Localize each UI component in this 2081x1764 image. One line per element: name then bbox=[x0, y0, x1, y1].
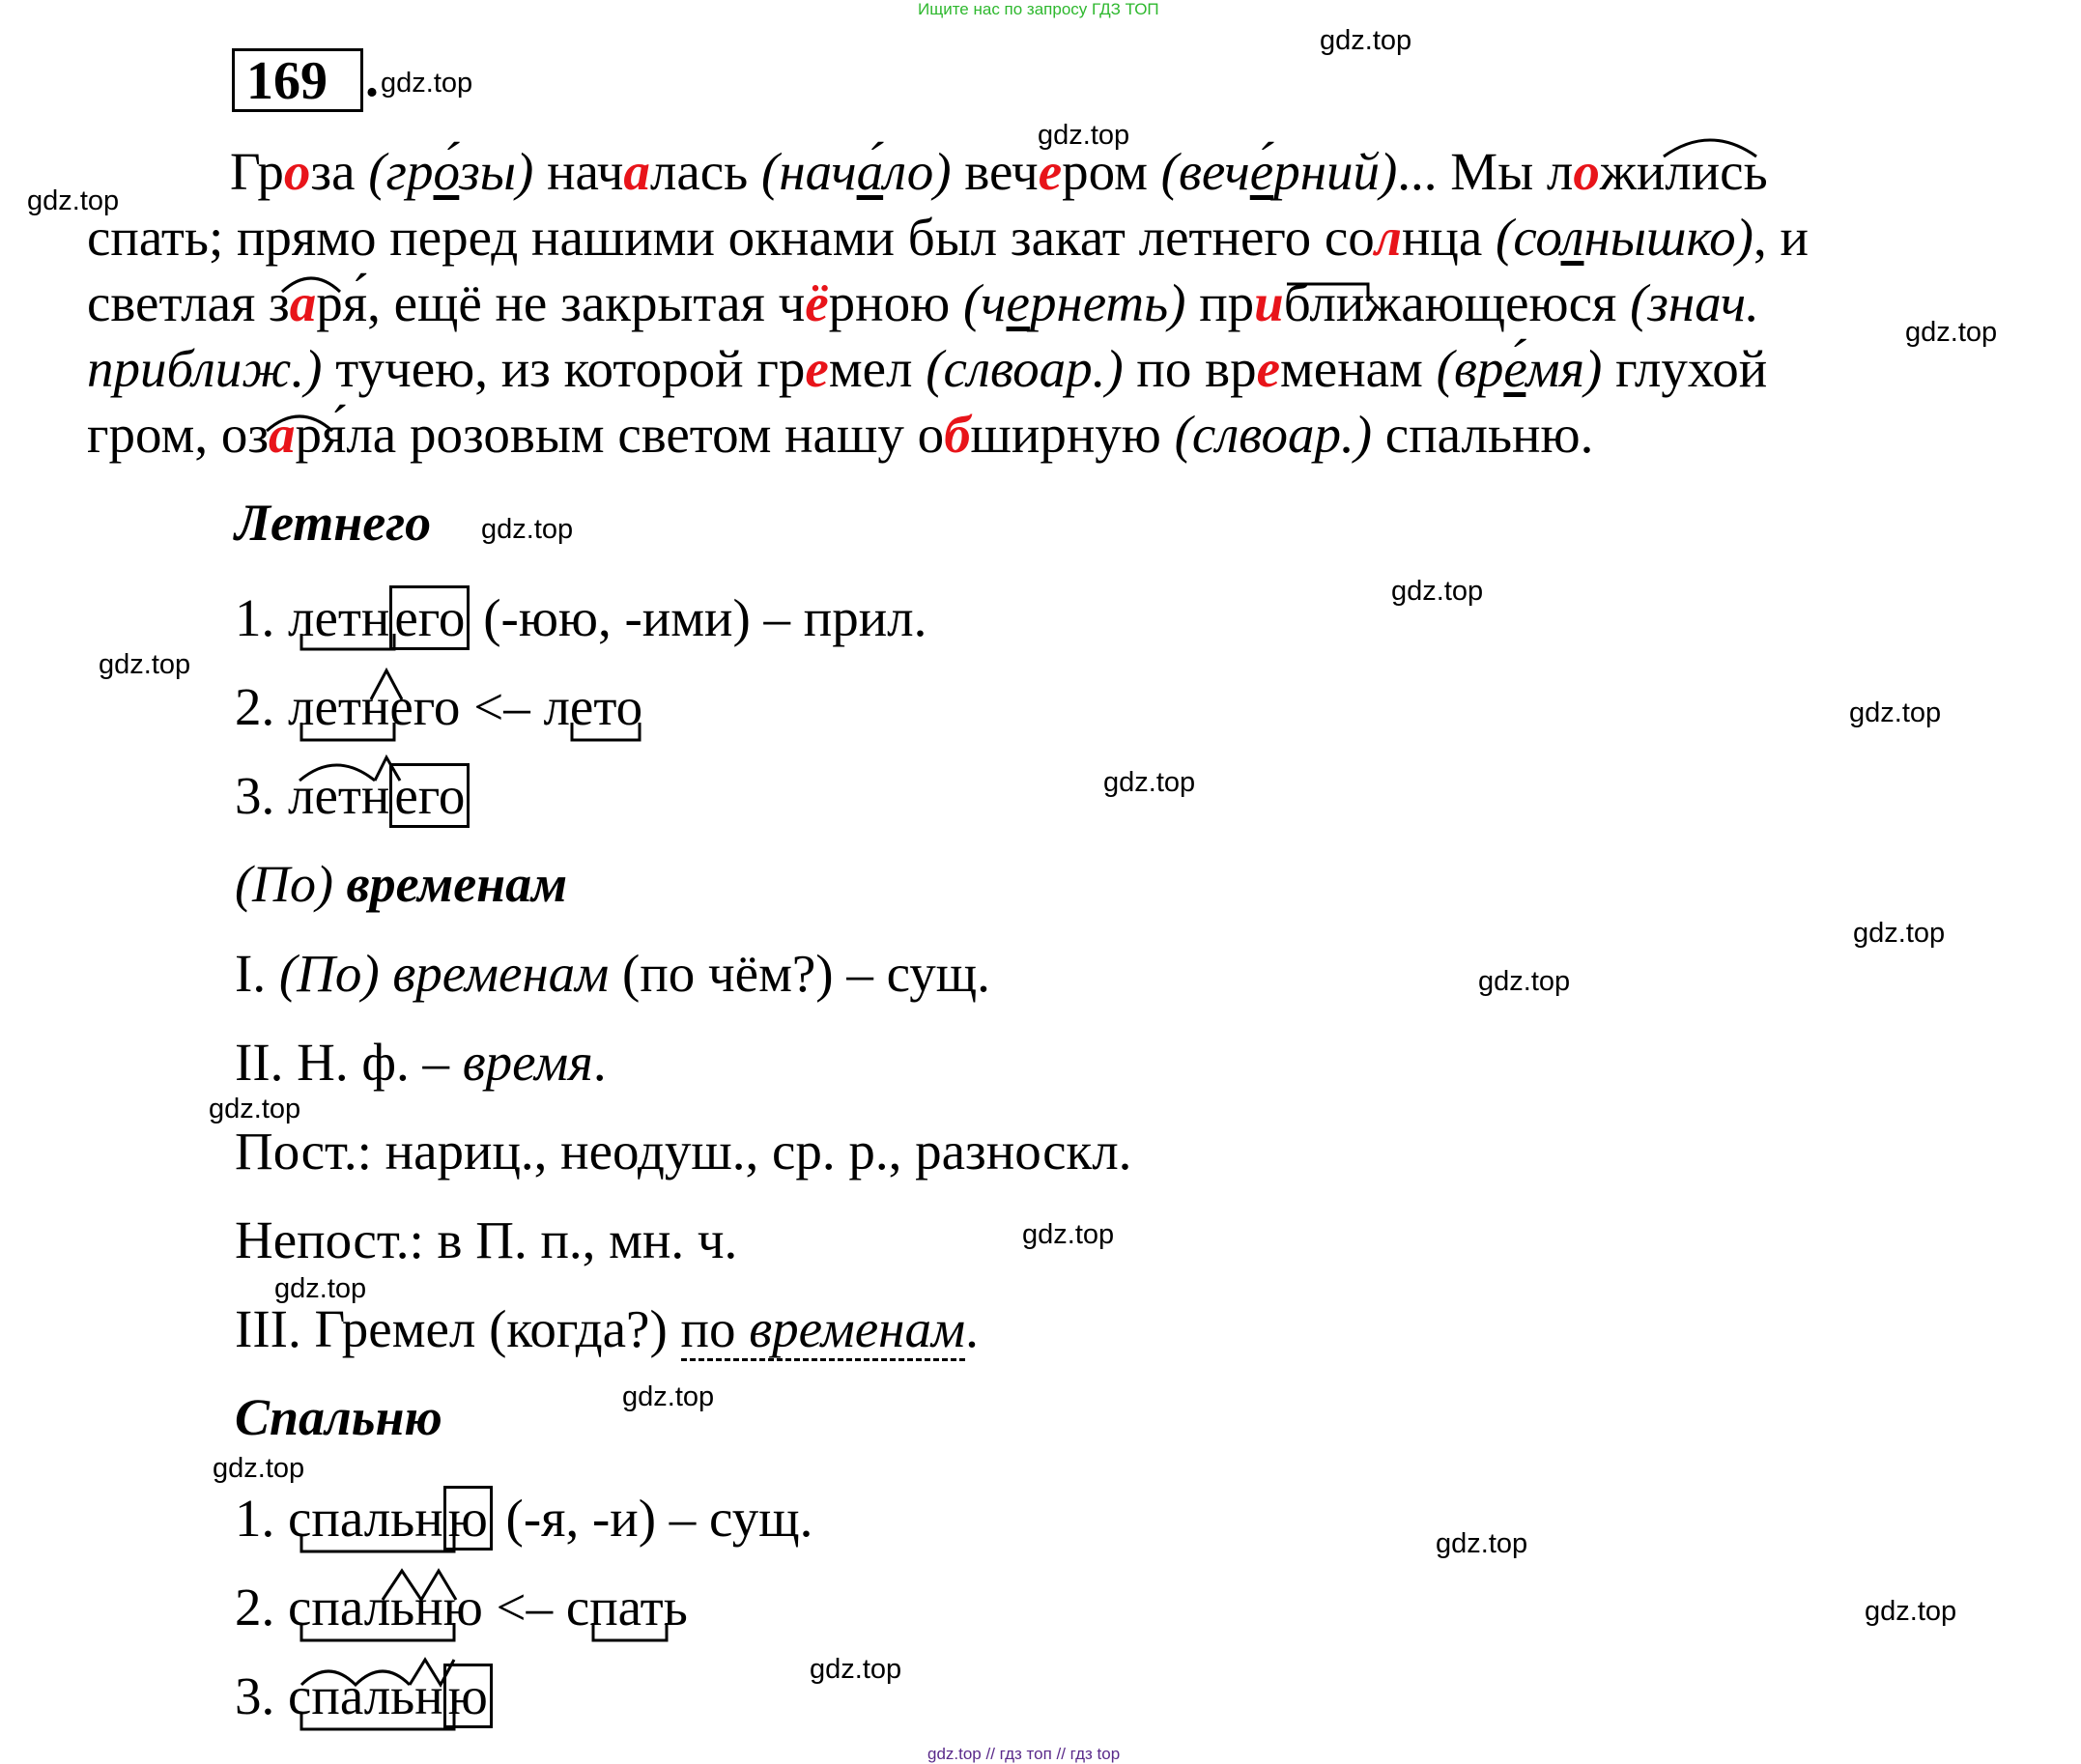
parse-row-3: 3. летнего bbox=[235, 765, 470, 827]
section-title-spalnyu: Спальню bbox=[235, 1388, 442, 1446]
adverbial-underline: по временам bbox=[681, 1299, 966, 1361]
word-root: летн bbox=[288, 588, 390, 647]
watermark: gdz.top bbox=[381, 68, 473, 99]
watermark: gdz.top bbox=[99, 649, 191, 680]
watermark: gdz.top bbox=[810, 1654, 902, 1685]
watermark: gdz.top bbox=[481, 514, 574, 545]
watermark: gdz.top bbox=[1391, 576, 1484, 607]
text-line-3: светлая заря́, ещё не закрытая чёрною (чернеть) приближающеюся (знач. bbox=[87, 273, 1759, 332]
text-line-2: спать; прямо перед нашими окнами был закат летнего солнца (солнышко), и bbox=[87, 208, 1809, 267]
morph-row-2: II. Н. ф. – время. bbox=[235, 1033, 607, 1092]
watermark: gdz.top bbox=[1849, 697, 1942, 728]
text-line-1: Гроза (гро́зы) началась (нача́ло) вечером (вече́рний)... Мы ложились bbox=[230, 142, 1768, 201]
section-title-vremenam: (По) временам bbox=[235, 855, 568, 913]
watermark: gdz.top bbox=[1905, 317, 1998, 348]
watermark: gdz.top bbox=[1436, 1528, 1528, 1559]
section-title-letnego: Летнего bbox=[235, 494, 432, 552]
watermark: gdz.top bbox=[622, 1381, 715, 1412]
morph-row-1: I. (По) временам (по чём?) – сущ. bbox=[235, 944, 990, 1003]
exercise-number: 169 bbox=[232, 48, 363, 112]
parse-row-6: 3. спальню bbox=[235, 1665, 493, 1727]
exercise-number-dot: . bbox=[365, 48, 379, 108]
morph-row-5: III. Гремел (когда?) по временам. bbox=[235, 1298, 979, 1360]
watermark: gdz.top bbox=[274, 1273, 367, 1304]
morph-row-3: Пост.: нариц., неодуш., ср. р., разноскл. bbox=[235, 1122, 1132, 1181]
parse-row-1: 1. летнего (-юю, -ими) – прил. bbox=[235, 587, 926, 649]
bottom-links[interactable]: gdz.top // гдз топ // гдз top bbox=[927, 1745, 1121, 1763]
parse-row-4: 1. спальню (-я, -и) – сущ. bbox=[235, 1488, 812, 1550]
watermark: gdz.top bbox=[1103, 767, 1196, 798]
watermark: gdz.top bbox=[1022, 1219, 1115, 1250]
watermark: gdz.top bbox=[27, 185, 120, 216]
watermark: gdz.top bbox=[1853, 918, 1946, 949]
watermark: gdz.top bbox=[1865, 1596, 1957, 1627]
parse-row-2: 2. летнего <– лето bbox=[235, 677, 643, 736]
text-line-4: приближ.) тучею, из которой гремел (слвоар.) по временам (вре́мя) глухой bbox=[87, 339, 1768, 398]
watermark: gdz.top bbox=[213, 1453, 305, 1484]
parse-row-5: 2. спальню <– спать bbox=[235, 1578, 688, 1636]
word-ending: его bbox=[389, 585, 470, 650]
text-line-5: гром, озаря́ла розовым светом нашу обширную (слвоар.) спальню. bbox=[87, 405, 1594, 464]
top-search-banner[interactable]: Ищите нас по запросу ГДЗ ТОП bbox=[918, 0, 1159, 18]
watermark: gdz.top bbox=[209, 1094, 301, 1124]
watermark: gdz.top bbox=[1320, 25, 1412, 56]
watermark: gdz.top bbox=[1478, 966, 1571, 997]
morph-row-4: Непост.: в П. п., мн. ч. bbox=[235, 1210, 738, 1269]
watermark: gdz.top bbox=[1038, 120, 1130, 151]
